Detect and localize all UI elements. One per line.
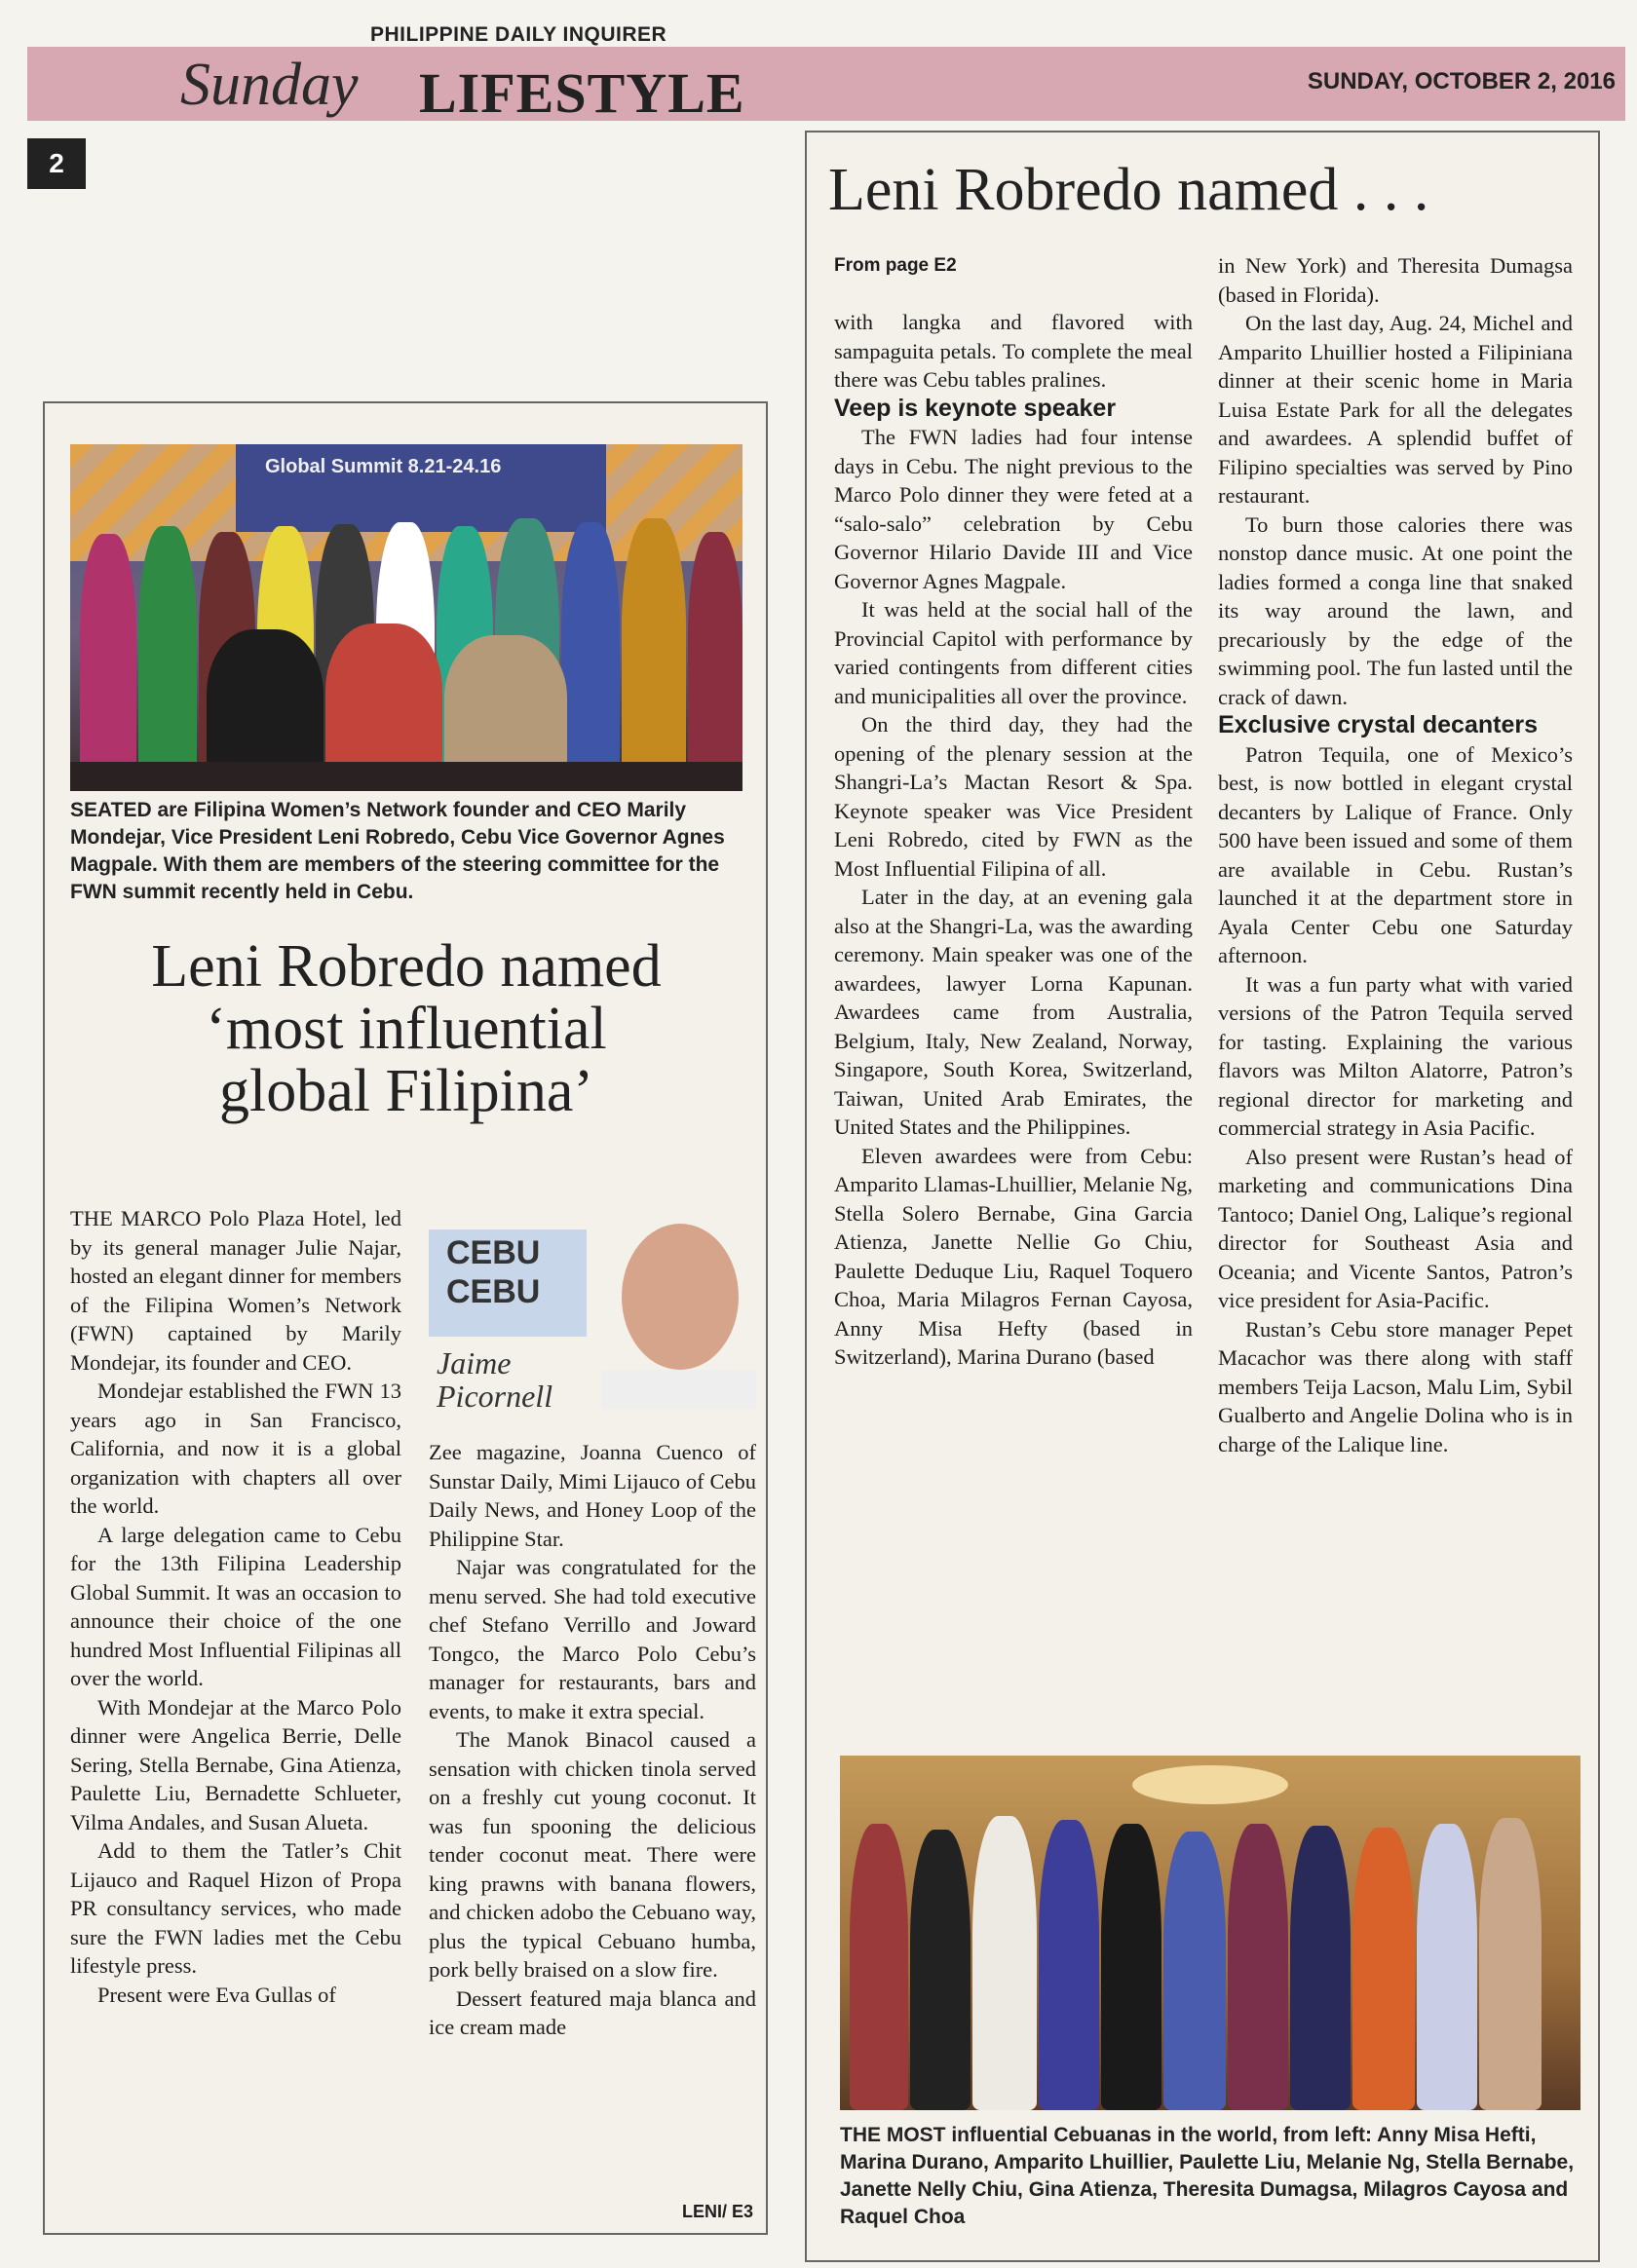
portrait-shirt [602, 1370, 756, 1409]
person [972, 1816, 1037, 2110]
person [561, 522, 620, 791]
portrait-face [622, 1224, 739, 1370]
summit-group-photo [70, 444, 742, 791]
headline-line: Leni Robredo named [151, 933, 662, 1000]
page-number: 2 [27, 138, 86, 189]
left-article-column-2 [429, 1438, 756, 2042]
chandelier [1132, 1765, 1288, 1804]
publication-name: PHILIPPINE DAILY INQUIRER [370, 23, 667, 46]
person [1101, 1824, 1161, 2110]
paragraph: A large delegation came to Cebu for the 13th Filipina Leadership Global Summit. It was an occasion to announce their choice of the one hundred Most Influential Filipinas all over the world. [70, 1522, 401, 1690]
summit-photo-caption: SEATED are Filipina Women’s Network founder and CEO Marily Mondejar, Vice President Leni Robredo, Cebu Vice Governor Agnes Magpale. With them are members of the steering committee for the FWN summit recently held in Cebu. [70, 799, 725, 903]
paragraph: in New York) and Theresita Dumagsa (based in Florida). [1218, 253, 1573, 307]
paragraph: It was held at the social hall of the Provincial Capitol with performance by varied contingents from different cities and municipalities all over the province. [834, 597, 1193, 708]
subhead: Veep is keynote speaker [834, 394, 1117, 422]
right-article-column-1 [834, 308, 1193, 1372]
subhead: Exclusive crystal decanters [1218, 711, 1538, 738]
person [688, 532, 742, 791]
paragraph: THE MARCO Polo Plaza Hotel, led by its general manager Julie Najar, hosted an elegant dinner for members of the Filipina Women’s Network (FWN) captained by Marily Mondejar, its founder and CEO. [70, 1206, 401, 1375]
paragraph: It was a fun party what with varied versions of the Patron Tequila served for tasting. Explaining the various flavors was Milton Alatorre, Patron’s regional director for marketing and commercial strategy in Asia Pacific. [1218, 971, 1573, 1140]
paragraph: Later in the day, at an evening gala also at the Shangri-La, was the awarding ceremony. Main speaker was one of the awardees, lawyer Lorna Kapunan. Awardees came from Australia, Belgium, Italy, New Zealand, Norway, Singapore, South Korea, Switzerland, Taiwan, United Arab Emirates, the United States and the Philippines. [834, 885, 1193, 1139]
person [138, 526, 197, 791]
paragraph: Najar was congratulated for the menu served. She had told executive chef Stefano Verrillo and Joward Tongco, the Marco Polo Cebu’s manager for restaurants, bars and events, to make it extra special. [429, 1555, 756, 1723]
person [1417, 1824, 1477, 2110]
section-title-sunday: Sunday [180, 52, 359, 118]
cebuanas-photo-caption: THE MOST influential Cebuanas in the world, from left: Anny Misa Hefti, Marina Durano, Amparito Lhuillier, Paulette Liu, Melanie Ng, Stella Bernabe, Janette Nelly Chiu, Gina Atienza, Theresita Dumagsa, Milagros Cayosa and Raquel Choa [840, 2124, 1575, 2228]
paragraph: Zee magazine, Joanna Cuenco of Sunstar Daily, Mimi Lijauco of Cebu Daily News, and Honey Loop of the Philippine Star. [429, 1440, 756, 1551]
paragraph: Present were Eva Gullas of [97, 1982, 336, 2007]
column-logo-box [429, 1204, 760, 1430]
issue-date: SUNDAY, OCTOBER 2, 2016 [1307, 68, 1616, 94]
person [80, 534, 136, 791]
person [1039, 1820, 1099, 2110]
left-article-column-1 [70, 1204, 401, 2009]
paragraph: Add to them the Tatler’s Chit Lijauco and Raquel Hizon of Propa PR consultancy services, who made sure the FWN ladies met the Cebu lifestyle press. [70, 1838, 401, 1978]
main-headline [70, 935, 742, 1122]
person [1352, 1828, 1415, 2110]
continued-headline: Leni Robredo named . . . [828, 157, 1429, 223]
paragraph: On the third day, they had the opening of the plenary session at the Shangri-La’s Mactan Resort & Spa. Keynote speaker was Vice President Leni Robredo, cited by FWN as the Most Influential Filipina of all. [834, 712, 1193, 881]
person [1163, 1832, 1226, 2110]
stage-floor [70, 762, 742, 791]
person [1228, 1824, 1288, 2110]
headline-line: global Filipina’ [218, 1058, 594, 1124]
jump-line: LENI/ E3 [682, 2202, 754, 2221]
columnist-portrait [602, 1204, 756, 1409]
section-title-lifestyle: LIFESTYLE [419, 61, 745, 125]
person [1290, 1826, 1351, 2110]
column-name: CEBU CEBU [446, 1234, 541, 1310]
paragraph: with langka and flavored with sampaguita petals. To complete the meal there was Cebu tables pralines. [834, 310, 1193, 392]
cebuanas-group-photo [840, 1756, 1580, 2110]
byline: Jaime Picornell [437, 1345, 553, 1414]
paragraph: Eleven awardees were from Cebu: Amparito Llamas-Lhuillier, Melanie Ng, Stella Solero Bernabe, Gina Garcia Atienza, Janette Nellie Go Chiu, Paulette Deduque Liu, Raquel Toquero Choa, Maria Milagros Fernan Cayosa, Anny Misa Hefty (based in Switzerland), Marina Durano (based [834, 1143, 1193, 1369]
paragraph: Dessert featured maja blanca and ice cream made [429, 1985, 756, 2039]
headline-line: ‘most influential [206, 996, 607, 1062]
photo-banner-text: Global Summit 8.21-24.16 [265, 456, 502, 477]
person [622, 518, 686, 791]
right-article-column-2 [1218, 251, 1573, 1458]
paragraph: Mondejar established the FWN 13 years ago in San Francisco, California, and now it is a global organization with chapters all over the world. [70, 1379, 401, 1518]
paragraph: On the last day, Aug. 24, Michel and Amparito Lhuillier hosted a Filipiniana dinner at their scenic home in Maria Luisa Estate Park for all the delegates and awardees. A splendid buffet of Filipino specialties was served by Pino restaurant. [1218, 311, 1573, 508]
paragraph: The Manok Binacol caused a sensation with chicken tinola served on a freshly cut young coconut. It was fun spooning the delicious tender coconut meat. There were king prawns with banana flowers, and chicken adobo the Cebuano way, plus the typical Cebuano humba, pork belly braised on a slow fire. [429, 1727, 756, 1982]
paragraph: To burn those calories there was nonstop dance music. At one point the ladies formed a conga line that snaked its way around the lawn, and precariously by the edge of the swimming pool. The fun lasted until the crack of dawn. [1218, 511, 1573, 709]
person [850, 1824, 908, 2110]
person [1479, 1818, 1542, 2110]
paragraph: Patron Tequila, one of Mexico’s best, is now bottled in elegant crystal decanters by Lalique of France. Only 500 have been issued and some of them are available in Cebu. Rustan’s launched it at the department store in Ayala Center Cebu one Saturday afternoon. [1218, 741, 1573, 967]
paragraph: Also present were Rustan’s head of marketing and communications Dina Tantoco; Daniel Ong, Lalique’s regional director for Southeast Asia and Oceania; and Vicente Santos, Patron’s vice president for Asia-Pacific. [1218, 1144, 1573, 1312]
paragraph: The FWN ladies had four intense days in Cebu. The night previous to the Marco Polo dinner they were feted at a “salo-salo” celebration by Cebu Governor Hilario Davide III and Vice Governor Agnes Magpale. [834, 425, 1193, 593]
person [910, 1830, 971, 2110]
paragraph: With Mondejar at the Marco Polo dinner were Angelica Berrie, Delle Sering, Stella Bernabe, Gina Atienza, Paulette Liu, Bernadette Schlueter, Vilma Andales, and Susan Alueta. [70, 1694, 401, 1834]
paragraph: Rustan’s Cebu store manager Pepet Macachor was there along with staff members Teija Lacson, Malu Lim, Sybil Gualberto and Angelie Dolina who is in charge of the Lalique line. [1218, 1316, 1573, 1456]
from-page-label: From page E2 [834, 255, 957, 276]
